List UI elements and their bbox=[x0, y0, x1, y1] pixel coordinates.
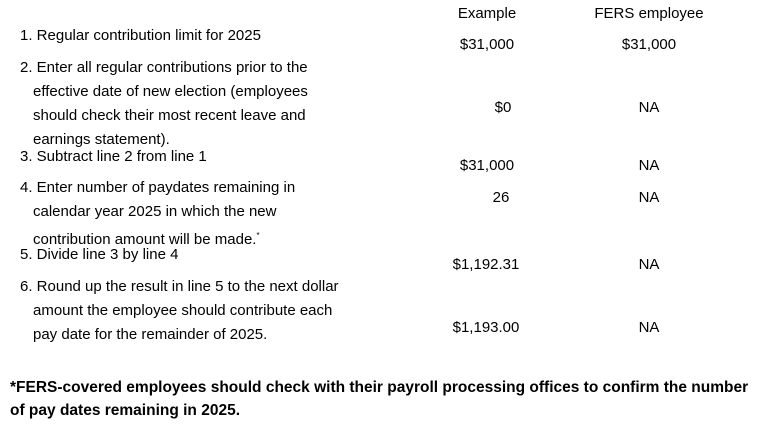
row-6-fers-value: NA bbox=[638, 319, 660, 336]
row-4-example-value: 26 bbox=[492, 189, 510, 206]
row-5-description bbox=[20, 243, 178, 267]
row-6-line-2: amount the employee should contribute each bbox=[33, 302, 333, 319]
row-3-example-value: $31,000 bbox=[459, 157, 515, 174]
row-2-line-1: 2. Enter all regular contributions prior to the bbox=[20, 59, 308, 76]
row-1-line-1: 1. Regular contribution limit for 2025 bbox=[20, 27, 261, 44]
row-1-example-value: $31,000 bbox=[459, 36, 515, 53]
row-2-line-3: should check their most recent leave and bbox=[33, 107, 306, 124]
row-2-line-2: effective date of new election (employees bbox=[33, 83, 308, 100]
row-4-line-3: contribution amount will be made. bbox=[33, 231, 257, 248]
row-6-description bbox=[20, 275, 339, 347]
row-4-line-1: 4. Enter number of paydates remaining in bbox=[20, 179, 296, 196]
row-5-line-1: 5. Divide line 3 by line 4 bbox=[20, 246, 179, 263]
column-header-example: Example bbox=[457, 5, 517, 22]
row-2-line-4: earnings statement). bbox=[33, 131, 170, 148]
row-4-fers-value: NA bbox=[638, 189, 660, 206]
row-5-fers-value: NA bbox=[638, 256, 660, 273]
row-3-line-1: 3. Subtract line 2 from line 1 bbox=[20, 148, 207, 165]
row-3-description bbox=[20, 145, 207, 169]
row-3-fers-value: NA bbox=[638, 157, 660, 174]
row-5-example-value: $1,192.31 bbox=[452, 256, 520, 273]
row-2-description bbox=[20, 56, 308, 152]
row-2-fers-value: NA bbox=[638, 99, 660, 116]
column-header-fers-employee: FERS employee bbox=[594, 5, 704, 22]
row-4-line-2: calendar year 2025 in which the new bbox=[33, 203, 277, 220]
row-1-fers-value: $31,000 bbox=[621, 36, 677, 53]
row-6-line-1: 6. Round up the result in line 5 to the next dollar bbox=[20, 278, 339, 295]
row-6-example-value: $1,193.00 bbox=[452, 319, 520, 336]
row-6-line-3: pay date for the remainder of 2025. bbox=[33, 326, 268, 343]
footnote-marker: * bbox=[256, 231, 260, 240]
row-1-description bbox=[20, 24, 261, 48]
footnote-text: *FERS-covered employees should check with their payroll processing offices to confirm the number of pay dates remaining in 2025. bbox=[10, 379, 749, 419]
row-2-example-value: $0 bbox=[494, 99, 512, 116]
row-4-description bbox=[20, 176, 295, 252]
